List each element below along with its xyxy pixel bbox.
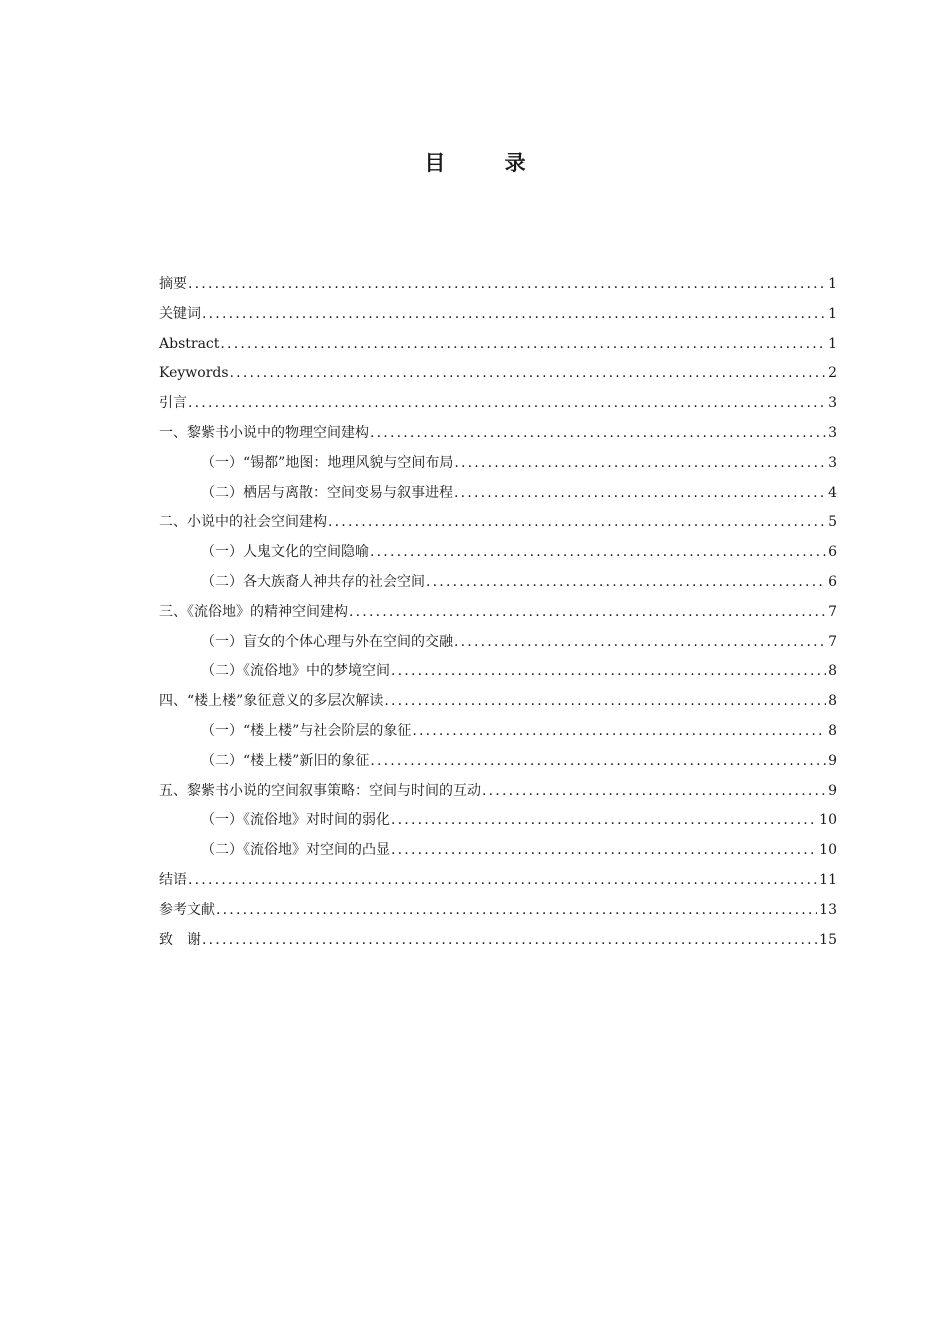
toc-entry-page-number: 2 (828, 365, 837, 382)
toc-list (159, 270, 837, 955)
toc-dot-leader (188, 389, 826, 419)
toc-entry[interactable] (159, 330, 837, 360)
toc-entry[interactable] (159, 896, 837, 926)
toc-entry[interactable] (159, 628, 837, 658)
toc-entry-page-number: 3 (828, 454, 837, 471)
toc-entry-title: （一）“楼上楼”与社会阶层的象征 (201, 722, 412, 739)
toc-entry[interactable] (159, 747, 837, 777)
toc-dot-leader (202, 300, 826, 330)
toc-entry-page-number: 11 (819, 871, 837, 888)
toc-entry[interactable] (159, 389, 837, 419)
toc-entry-title: （二）《流俗地》中的梦境空间 (201, 663, 390, 680)
toc-dot-leader (482, 777, 826, 807)
toc-entry-title: （二）各大族裔人神共存的社会空间 (201, 573, 425, 590)
toc-entry-title: （二）“楼上楼”新旧的象征 (201, 752, 370, 769)
toc-entry-page-number: 6 (828, 573, 837, 590)
toc-dot-leader (426, 568, 826, 598)
toc-entry-page-number: 3 (828, 424, 837, 441)
toc-entry[interactable] (159, 717, 837, 747)
toc-dot-leader (370, 538, 826, 568)
toc-dot-leader (230, 359, 827, 389)
toc-dot-leader (391, 836, 817, 866)
toc-entry-title: 参考文献 (159, 901, 215, 918)
toc-entry-title: Keywords (159, 365, 229, 382)
toc-entry-page-number: 4 (828, 484, 837, 501)
toc-entry[interactable] (159, 419, 837, 449)
toc-entry-title: 致 谢 (159, 931, 201, 948)
toc-entry-page-number: 7 (828, 633, 837, 650)
toc-dot-leader (384, 687, 826, 717)
toc-dot-leader (349, 598, 826, 628)
toc-title: 目 录 (424, 151, 552, 175)
toc-entry-page-number: 7 (828, 603, 837, 620)
toc-entry-page-number: 1 (828, 305, 837, 322)
toc-dot-leader (391, 806, 817, 836)
toc-entry-title: 四、“楼上楼”象征意义的多层次解读 (159, 693, 384, 710)
toc-entry-title: 一、黎紫书小说中的物理空间建构 (159, 424, 369, 441)
toc-entry[interactable] (159, 479, 837, 509)
toc-entry[interactable] (159, 598, 837, 628)
toc-dot-leader (328, 508, 826, 538)
toc-dot-leader (454, 628, 826, 658)
toc-entry-page-number: 1 (828, 335, 837, 352)
toc-entry-title: 二、小说中的社会空间建构 (159, 514, 327, 531)
toc-entry-title: （一）“锡都”地图：地理风貌与空间布局 (201, 454, 454, 471)
toc-entry-page-number: 13 (819, 901, 837, 918)
toc-entry-title: 关键词 (159, 305, 201, 322)
toc-entry-page-number: 15 (819, 931, 837, 948)
toc-entry-page-number: 10 (819, 812, 837, 829)
toc-dot-leader (188, 270, 826, 300)
toc-dot-leader (454, 479, 826, 509)
toc-entry[interactable] (159, 806, 837, 836)
toc-dot-leader (202, 926, 817, 956)
toc-entry-title: （一）《流俗地》对时间的弱化 (201, 812, 390, 829)
toc-entry[interactable] (159, 449, 837, 479)
toc-entry-title: 摘要 (159, 276, 187, 292)
toc-entry-title: （一）人鬼文化的空间隐喻 (201, 544, 369, 561)
toc-entry[interactable] (159, 270, 837, 300)
toc-entry-page-number: 8 (828, 693, 837, 710)
toc-entry[interactable] (159, 300, 837, 330)
toc-entry-title: 引言 (159, 395, 187, 412)
toc-dot-leader (216, 896, 817, 926)
toc-dot-leader (454, 449, 826, 479)
toc-entry[interactable] (159, 359, 837, 389)
toc-dot-leader (370, 419, 826, 449)
toc-dot-leader (220, 330, 826, 360)
toc-entry[interactable] (159, 657, 837, 687)
toc-entry-page-number: 1 (828, 276, 837, 292)
toc-dot-leader (370, 747, 826, 777)
toc-entry[interactable] (159, 568, 837, 598)
toc-entry-page-number: 10 (819, 842, 837, 859)
toc-entry-page-number: 6 (828, 544, 837, 561)
toc-entry[interactable] (159, 538, 837, 568)
toc-entry[interactable] (159, 866, 837, 896)
toc-entry-page-number: 8 (828, 663, 837, 680)
toc-entry[interactable] (159, 836, 837, 866)
toc-entry-title: （二）《流俗地》对空间的凸显 (201, 842, 390, 859)
toc-entry-title: Abstract (159, 335, 220, 352)
toc-dot-leader (412, 717, 826, 747)
toc-entry-page-number: 9 (828, 782, 837, 799)
toc-entry[interactable] (159, 926, 837, 956)
toc-entry-title: 三、《流俗地》的精神空间建构 (159, 603, 348, 620)
toc-entry-title: 结语 (159, 871, 187, 888)
toc-dot-leader (391, 657, 826, 687)
toc-entry-page-number: 3 (828, 395, 837, 412)
toc-entry[interactable] (159, 777, 837, 807)
toc-entry-page-number: 9 (828, 752, 837, 769)
toc-entry-title: 五、黎紫书小说的空间叙事策略：空间与时间的互动 (159, 782, 481, 799)
toc-entry-page-number: 8 (828, 722, 837, 739)
toc-entry[interactable] (159, 687, 837, 717)
toc-entry[interactable] (159, 508, 837, 538)
toc-entry-page-number: 5 (828, 514, 837, 531)
toc-entry-title: （二）栖居与离散：空间变易与叙事进程 (201, 484, 453, 501)
toc-entry-title: （一）盲女的个体心理与外在空间的交融 (201, 633, 453, 650)
toc-dot-leader (188, 866, 817, 896)
